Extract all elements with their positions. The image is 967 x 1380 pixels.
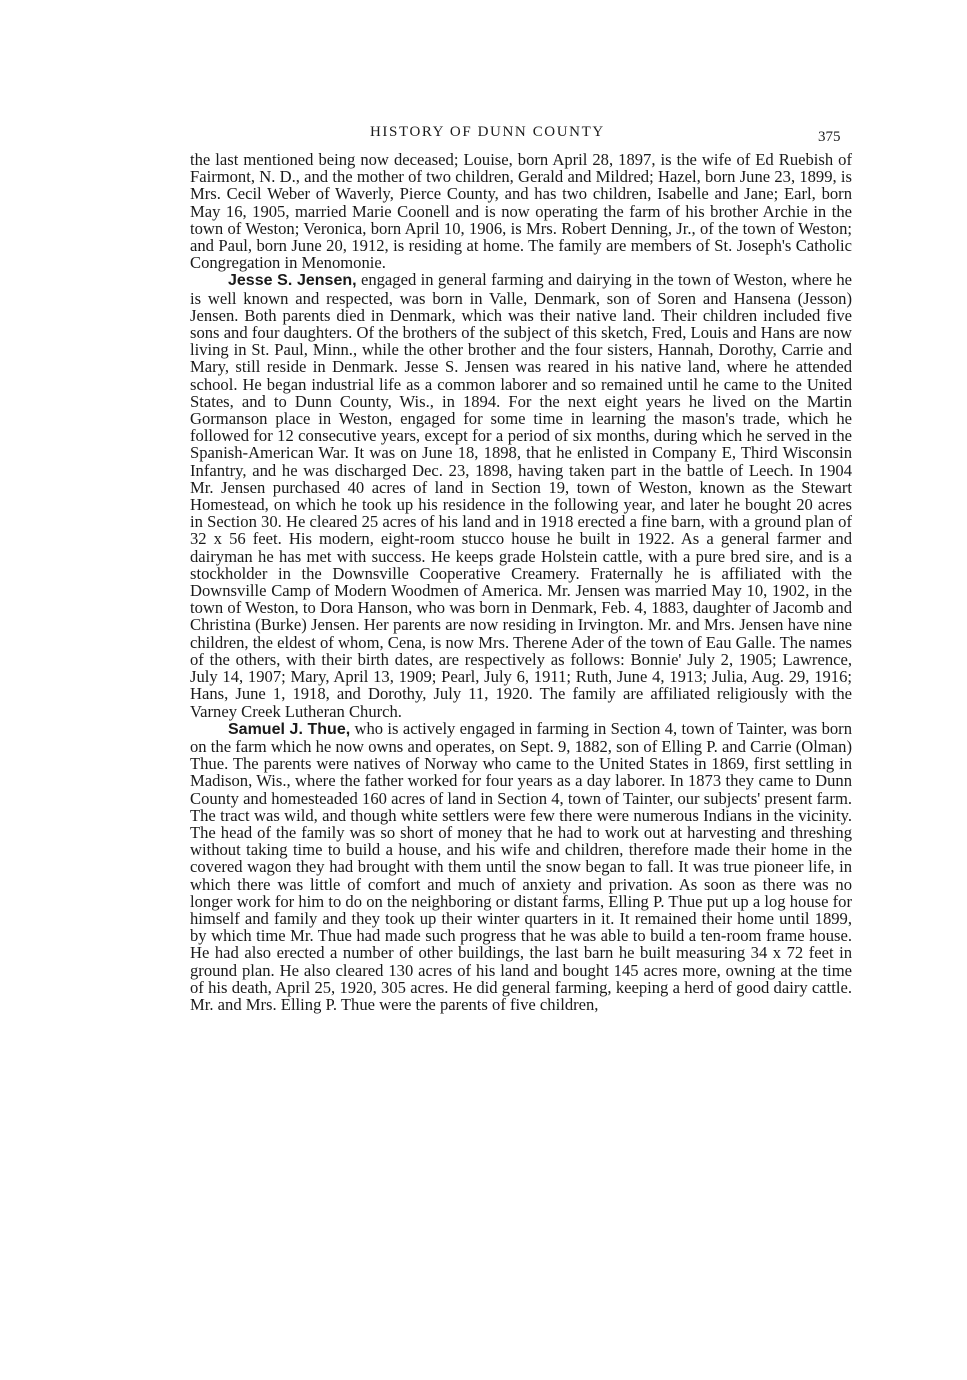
body-text [190,151,852,1013]
paragraph-continuation [190,151,852,271]
biography-jesse-jensen [190,271,852,719]
page-number: 375 [818,129,841,145]
page-header [0,124,967,148]
paragraph-text: the last mentioned being now deceased; Louise, born April 28, 1897, is the wife of Ed Ruebish of Fairmont, N. D., and the mother of two children, Gerald and Mildred; Hazel, born June 23, 1899, is Mrs. Cecil Weber of Waverly, Pierce County, and has two children, Isabelle and Jane; Earl, born May 16, 1905, married Marie Coonell and is now operating the farm of his brother Archie in the town of Weston; Veronica, born April 10, 1906, is Mrs. Robert Denning, Jr., of the town of Weston; and Paul, born June 20, 1912, is residing at home. The family are members of St. Joseph's Catholic Congregation in Menomonie. [190,150,852,273]
biography-samuel-thue [190,720,852,1013]
paragraph-text: engaged in general farming and dairying in the town of Weston, where he is well known and respected, was born in Valle, Denmark, son of Soren and Hansena (Jesson) Jensen. Both parents died in Denmark, which was their native land. Their children included five sons and four daughters. Of the brothers of the subject of this sketch, Fred, Louis and Hans are now living in St. Paul, Minn., while the other brother and the four sisters, Hannah, Dorothy, Carrie and Mary, still reside in Denmark. Jesse S. Jensen was reared in his native land, where he attended school. He began industrial life as a common laborer and so remained until he came to the United States, and to Dunn County, Wis., in 1894. For the next eight years he lived on the Martin Gormanson place in Weston, engaged for some time in learning the mason's trade, which he followed for 12 consecutive years, except for a period of six months, during which he served in the Spanish-American War. It was on June 18, 1898, that he enlisted in Company E, Third Wisconsin Infantry, and he was discharged Dec. 23, 1898, having taken part in the battle of Leech. In 1904 Mr. Jensen purchased 40 acres of land in Section 19, town of Weston, known as the Stewart Homestead, on which he took up his residence in the following year, and later he bought 20 acres in Section 30. He cleared 25 acres of his land and in 1918 erected a fine barn, with a ground plan of 32 x 56 feet. His modern, eight-room stucco house he built in 1922. As a general farmer and dairyman he has met with success. He keeps grade Holstein cattle, with a pure bred sire, and is a stockholder in the Downsville Cooperative Creamery. Fraternally he is affiliated with the Downsville Camp of Modern Woodmen of America. Mr. Jensen was married May 10, 1902, in the town of Weston, to Dora Hanson, who was born in Denmark, Feb. 4, 1883, daughter of Jacomb and Christina (Burke) Jensen. Her parents are now residing in Irvington. Mr. and Mrs. Jensen have nine children, the eldest of whom, Cena, is now Mrs. Therene Ader of the town of Eau Galle. The names of the others, with their birth dates, are respectively as follows: Bonnie' July 2, 1905; Lawrence, July 14, 1907; Mary, April 13, 1909; Pearl, July 6, 1911; Ruth, June 4, 1913; Julia, Aug. 29, 1916; Hans, June 1, 1918, and Dorothy, July 11, 1920. The family are affiliated religiously with the Varney Creek Lutheran Church. [190,270,853,721]
biography-subject-name: Samuel J. Thue, [228,720,351,738]
biography-subject-name: Jesse S. Jensen, [228,272,357,290]
paragraph-text: who is actively engaged in farming in Section 4, town of Tainter, was born on the farm which he now owns and operates, on Sept. 9, 1882, son of Elling P. and Carrie (Olman) Thue. The parents were natives of Norway who came to the United States in 1869, first settling in Madison, Wis., where the father worked for four years as a day laborer. In 1873 they came to Dunn County and homesteaded 160 acres of land in Section 4, town of Tainter, our subjects' present farm. The tract was wild, and though white settlers were few there were numerous Indians in the vicinity. The head of the family was so short of money that he had to work out at harvesting and threshing without taking time to build a house, and his wife and children, therefore made their home in the covered wagon they had brought with them until the snow began to fall. It was true pioneer life, in which there was little of comfort and much of anxiety and privation. As soon as there was no longer work for him to do on the neighboring or distant farms, Elling P. Thue put up a log house for himself and family and they took up their winter quarters in it. It remained their home until 1899, by which time Mr. Thue had made such progress that he was able to build a ten-room frame house. He had also erected a number of other buildings, the last barn he built measuring 34 x 72 feet in ground plan. He also cleared 130 acres of his land and bought 145 acres more, owning at the time of his death, April 25, 1920, 305 acres. He did general farming, keeping a herd of good dairy cattle. Mr. and Mrs. Elling P. Thue were the parents of five children, [190,718,852,1014]
running-title: HISTORY OF DUNN COUNTY [370,124,605,140]
